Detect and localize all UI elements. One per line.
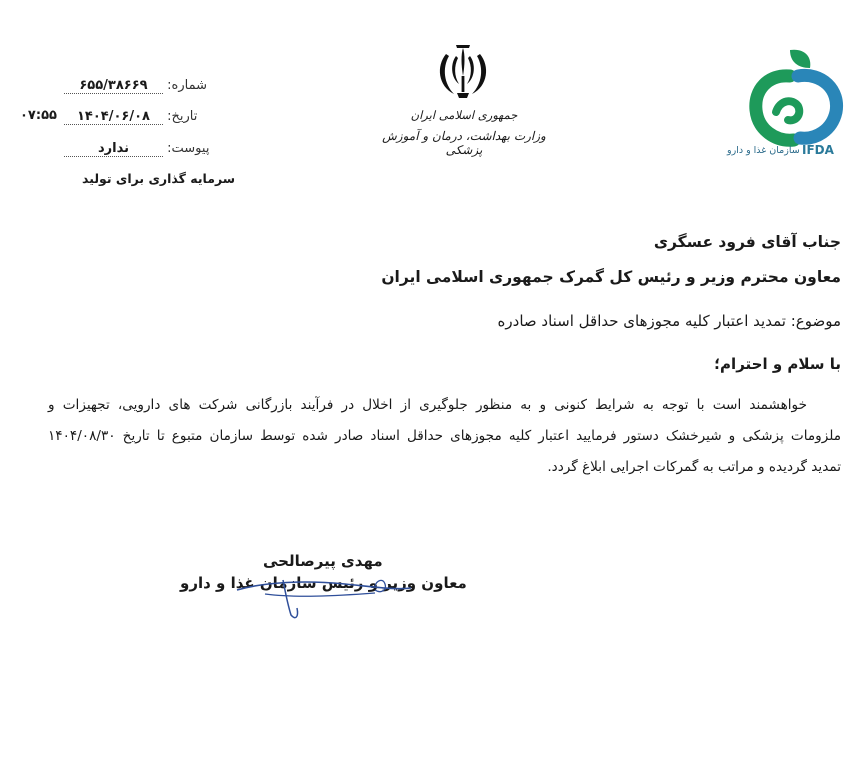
ifda-logo-icon (746, 46, 846, 156)
letter-body-line-1: خواهشمند است با توجه به شرایط کنونی و به منظور جلوگیری از اخلال در فرآیند بازرگانی شرکت های دارویی، تجهیزات و (48, 397, 807, 413)
letter-attachment-value: ندارد (64, 141, 163, 157)
letter-body (48, 390, 841, 483)
recipient-title: معاون محترم وزیر و رئیس کل گمرک جمهوری اسلامی ایران (381, 268, 841, 286)
year-slogan: سرمایه گذاری برای تولید (82, 171, 236, 186)
letter-time: ۰۷:۵۵ (20, 108, 57, 123)
letter-attachment-label: پیوست: (167, 141, 210, 156)
emblem-caption-republic: جمهوری اسلامی ایران (410, 108, 518, 122)
letter-date-row (58, 109, 197, 125)
ifda-subtitle: سازمان غذا و دارو (727, 145, 800, 156)
letter-body-line-2: ملزومات پزشکی و شیرخشک دستور فرمایید اعتبار کلیه مجوزهای حداقل اسناد صادر شده توسط سازمان متبوع تا تاریخ ۱۴۰۴/۰۸/۳۰ (48, 428, 841, 444)
letter-greeting: با سلام و احترام؛ (714, 355, 841, 373)
iran-emblem-icon (432, 42, 494, 104)
ifda-logo (746, 46, 846, 156)
letter-number-value: ۶۵۵/۳۸۶۶۹ (64, 78, 163, 94)
emblem-caption-ministry: وزارت بهداشت، درمان و آموزش پزشکی (382, 129, 546, 157)
letter-number-label: شماره: (167, 78, 207, 93)
signatory-title: معاون وزیر و رئیس سازمان غذا و دارو (180, 574, 467, 592)
letter-number-row (58, 78, 207, 94)
letter-subject: موضوع: تمدید اعتبار کلیه مجوزهای حداقل اسناد صادره (497, 312, 841, 330)
ifda-label: IFDA (802, 143, 834, 157)
recipient-name: جناب آقای فرود عسگری (653, 233, 841, 251)
signatory-name: مهدی پیرصالحی (263, 552, 383, 570)
handwritten-signature (225, 560, 425, 625)
letter-body-line-3: تمدید گردیده و مراتب به گمرکات اجرایی ابلاغ گردد. (547, 459, 841, 475)
letter-date-label: تاریخ: (167, 109, 198, 124)
letter-attachment-row (58, 141, 209, 157)
letter-date-value: ۱۴۰۴/۰۶/۰۸ (64, 109, 163, 125)
